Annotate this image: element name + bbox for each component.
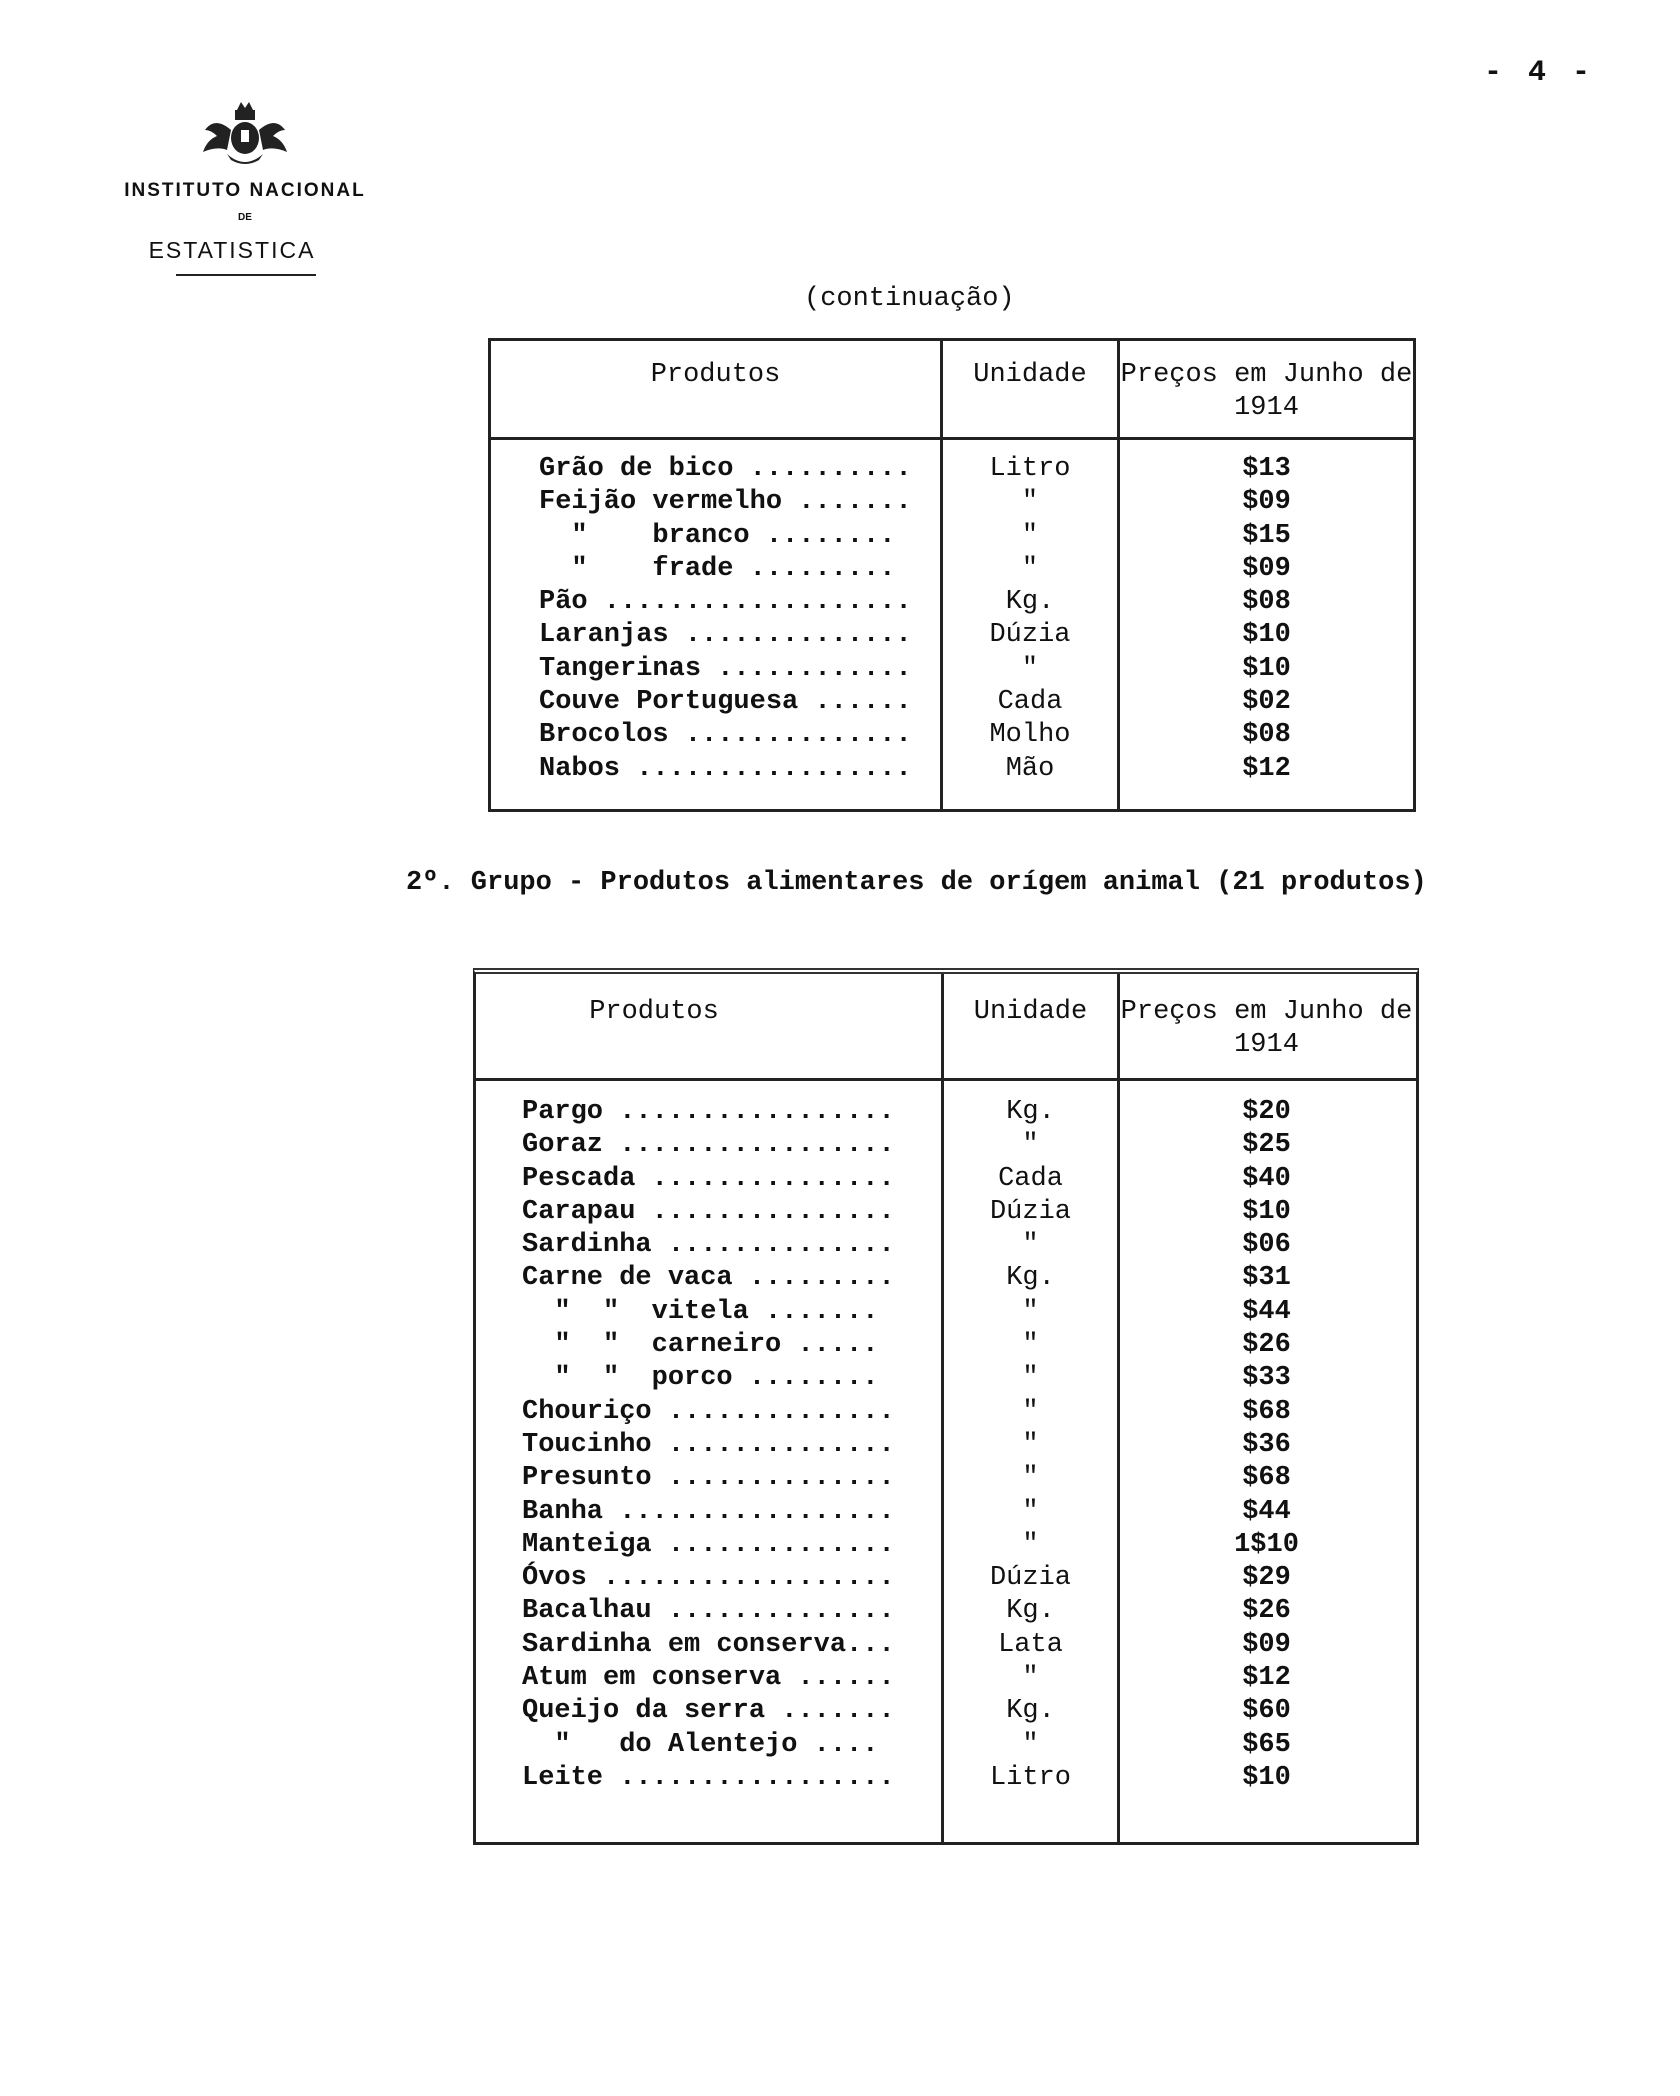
institution-connector: DE	[238, 212, 252, 223]
price-cell: $08	[1242, 587, 1291, 618]
table-row	[476, 1329, 1416, 1362]
table-row	[491, 586, 1413, 619]
unit-cell: Kg.	[1006, 1696, 1055, 1727]
unit-cell: Litro	[989, 454, 1071, 484]
unit-cell: Cada	[997, 687, 1063, 718]
page-number: - 4 -	[1484, 56, 1595, 90]
price-cell: $68	[1242, 1463, 1291, 1494]
product-cell: Carne de vaca .........	[522, 1263, 895, 1294]
unit-cell: Mão	[1005, 753, 1055, 784]
header-products: Produtos	[650, 360, 781, 390]
product-cell: Banha .................	[522, 1496, 895, 1527]
unit-cell: Dúzia	[989, 620, 1071, 651]
product-cell: " branco ........	[539, 520, 896, 551]
vegetable-products-table	[488, 338, 1416, 812]
table-row	[476, 1762, 1416, 1795]
price-cell: $60	[1242, 1696, 1291, 1727]
price-cell: $10	[1242, 653, 1291, 684]
table-row	[491, 619, 1413, 652]
price-cell: $44	[1242, 1296, 1291, 1327]
table-row	[476, 1562, 1416, 1595]
price-cell: $06	[1242, 1230, 1291, 1261]
unit-cell: Cada	[998, 1163, 1063, 1194]
product-cell: Queijo da serra .......	[522, 1696, 895, 1727]
price-cell: $68	[1242, 1396, 1291, 1427]
table-row	[476, 1362, 1416, 1395]
price-cell: $13	[1242, 454, 1291, 484]
price-cell: $26	[1242, 1330, 1291, 1361]
unit-cell: "	[1022, 1396, 1039, 1427]
unit-cell: "	[1022, 1429, 1039, 1460]
table-row	[476, 1529, 1416, 1562]
price-cell: $15	[1242, 520, 1291, 551]
product-cell: Brocolos ..............	[539, 720, 912, 751]
product-cell: Pão ...................	[539, 587, 912, 618]
unit-cell: "	[1022, 1663, 1039, 1694]
product-cell: Sardinha ..............	[522, 1230, 895, 1261]
unit-cell: "	[1021, 520, 1039, 551]
table-row	[476, 1429, 1416, 1462]
product-cell: Goraz .................	[522, 1130, 895, 1161]
continuation-label: (continuação)	[804, 284, 1015, 314]
price-cell: $26	[1242, 1596, 1291, 1627]
price-cell: $08	[1242, 720, 1291, 751]
table-row	[491, 486, 1413, 519]
unit-cell: "	[1021, 553, 1039, 584]
table-row	[476, 1662, 1416, 1695]
product-cell: Pescada ...............	[522, 1163, 895, 1194]
table-row	[476, 1396, 1416, 1429]
price-cell: $33	[1242, 1363, 1291, 1394]
unit-cell: "	[1022, 1529, 1039, 1560]
unit-cell: "	[1022, 1463, 1039, 1494]
table-row	[491, 453, 1413, 486]
unit-cell: "	[1021, 653, 1039, 684]
table-row	[476, 1496, 1416, 1529]
unit-cell: Lata	[998, 1629, 1063, 1660]
price-cell: $29	[1242, 1563, 1291, 1594]
product-cell: Sardinha em conserva...	[522, 1629, 895, 1660]
institution-subtitle: ESTATISTICA	[148, 237, 316, 263]
table-body	[491, 453, 1413, 786]
price-cell: $09	[1242, 1629, 1291, 1660]
unit-cell: Litro	[989, 1762, 1071, 1793]
price-cell: 1$10	[1234, 1529, 1299, 1560]
table-row	[491, 719, 1413, 752]
table-row	[476, 1695, 1416, 1728]
product-cell: Presunto ..............	[522, 1463, 895, 1494]
product-cell: Leite .................	[522, 1762, 895, 1793]
table-row	[491, 553, 1413, 586]
table-row	[476, 1296, 1416, 1329]
product-cell: " do Alentejo ....	[522, 1729, 879, 1760]
price-cell: $25	[1242, 1130, 1291, 1161]
price-cell: $10	[1242, 1196, 1291, 1227]
product-cell: Couve Portuguesa ......	[539, 687, 912, 718]
unit-cell: "	[1022, 1130, 1039, 1161]
product-cell: Laranjas ..............	[539, 620, 912, 651]
unit-cell: "	[1022, 1363, 1039, 1394]
table-row	[476, 1196, 1416, 1229]
product-cell: Carapau ...............	[522, 1196, 895, 1227]
table-row	[491, 753, 1413, 786]
unit-cell: Dúzia	[989, 1563, 1071, 1594]
unit-cell: "	[1021, 487, 1039, 518]
unit-cell: Dúzia	[989, 1196, 1071, 1227]
price-cell: $09	[1242, 553, 1291, 584]
price-cell: $09	[1242, 487, 1291, 518]
price-cell: $10	[1242, 620, 1291, 651]
table-row	[476, 1163, 1416, 1196]
table-row	[476, 1595, 1416, 1628]
unit-cell: Kg.	[1005, 587, 1055, 618]
table-row	[476, 1262, 1416, 1295]
table-row	[491, 686, 1413, 719]
table-row	[476, 1096, 1416, 1129]
price-cell: $40	[1242, 1163, 1291, 1194]
price-cell: $12	[1242, 753, 1291, 784]
table-row	[491, 520, 1413, 553]
table-row	[491, 653, 1413, 686]
product-cell: Bacalhau ..............	[522, 1596, 895, 1627]
price-cell: $20	[1242, 1097, 1291, 1127]
unit-cell: "	[1022, 1729, 1039, 1760]
table-row	[476, 1729, 1416, 1762]
price-cell: $10	[1242, 1762, 1291, 1793]
product-cell: Pargo .................	[522, 1097, 895, 1127]
header-products: Produtos	[589, 997, 719, 1027]
product-cell: Toucinho ..............	[522, 1429, 895, 1460]
product-cell: Manteiga ..............	[522, 1529, 895, 1560]
product-cell: Tangerinas ............	[539, 653, 912, 684]
product-cell: Óvos ..................	[522, 1563, 895, 1594]
header-unit: Unidade	[973, 360, 1087, 390]
unit-cell: Molho	[989, 720, 1071, 751]
table-row	[476, 1462, 1416, 1495]
price-cell: $02	[1242, 687, 1291, 718]
product-cell: Nabos .................	[539, 753, 912, 784]
product-cell: " " porco ........	[522, 1363, 879, 1394]
letterhead-divider	[176, 274, 316, 276]
price-cell: $36	[1242, 1429, 1291, 1460]
table-row	[476, 1629, 1416, 1662]
product-cell: Grão de bico ..........	[539, 454, 912, 484]
coat-of-arms-icon	[197, 100, 293, 172]
group-title: 2º. Grupo - Produtos alimentares de orígem animal (21 produtos)	[406, 868, 1427, 898]
table-row	[476, 1129, 1416, 1162]
product-cell: " " carneiro .....	[522, 1330, 879, 1361]
letterhead	[100, 100, 390, 276]
product-cell: Chouriço ..............	[522, 1396, 895, 1427]
product-cell: " " vitela .......	[522, 1296, 879, 1327]
animal-products-table	[473, 968, 1419, 1845]
product-cell: " frade .........	[539, 553, 896, 584]
institution-name: INSTITUTO NACIONAL	[124, 180, 366, 201]
unit-cell: "	[1022, 1296, 1039, 1327]
table-row	[476, 1229, 1416, 1262]
unit-cell: Kg.	[1006, 1263, 1055, 1294]
price-cell: $12	[1242, 1663, 1291, 1694]
unit-cell: "	[1022, 1496, 1039, 1527]
product-cell: Feijão vermelho .......	[539, 487, 912, 518]
unit-cell: Kg.	[1006, 1097, 1055, 1127]
price-cell: $44	[1242, 1496, 1291, 1527]
header-price: Preços em Junho de 1914	[1120, 997, 1413, 1060]
price-cell: $65	[1242, 1729, 1291, 1760]
header-price: Preços em Junho de 1914	[1120, 360, 1413, 423]
price-cell: $31	[1242, 1263, 1291, 1294]
product-cell: Atum em conserva ......	[522, 1663, 895, 1694]
unit-cell: "	[1022, 1330, 1039, 1361]
unit-cell: Kg.	[1006, 1596, 1055, 1627]
table-body	[476, 1096, 1416, 1795]
header-unit: Unidade	[973, 997, 1088, 1027]
unit-cell: "	[1022, 1230, 1039, 1261]
